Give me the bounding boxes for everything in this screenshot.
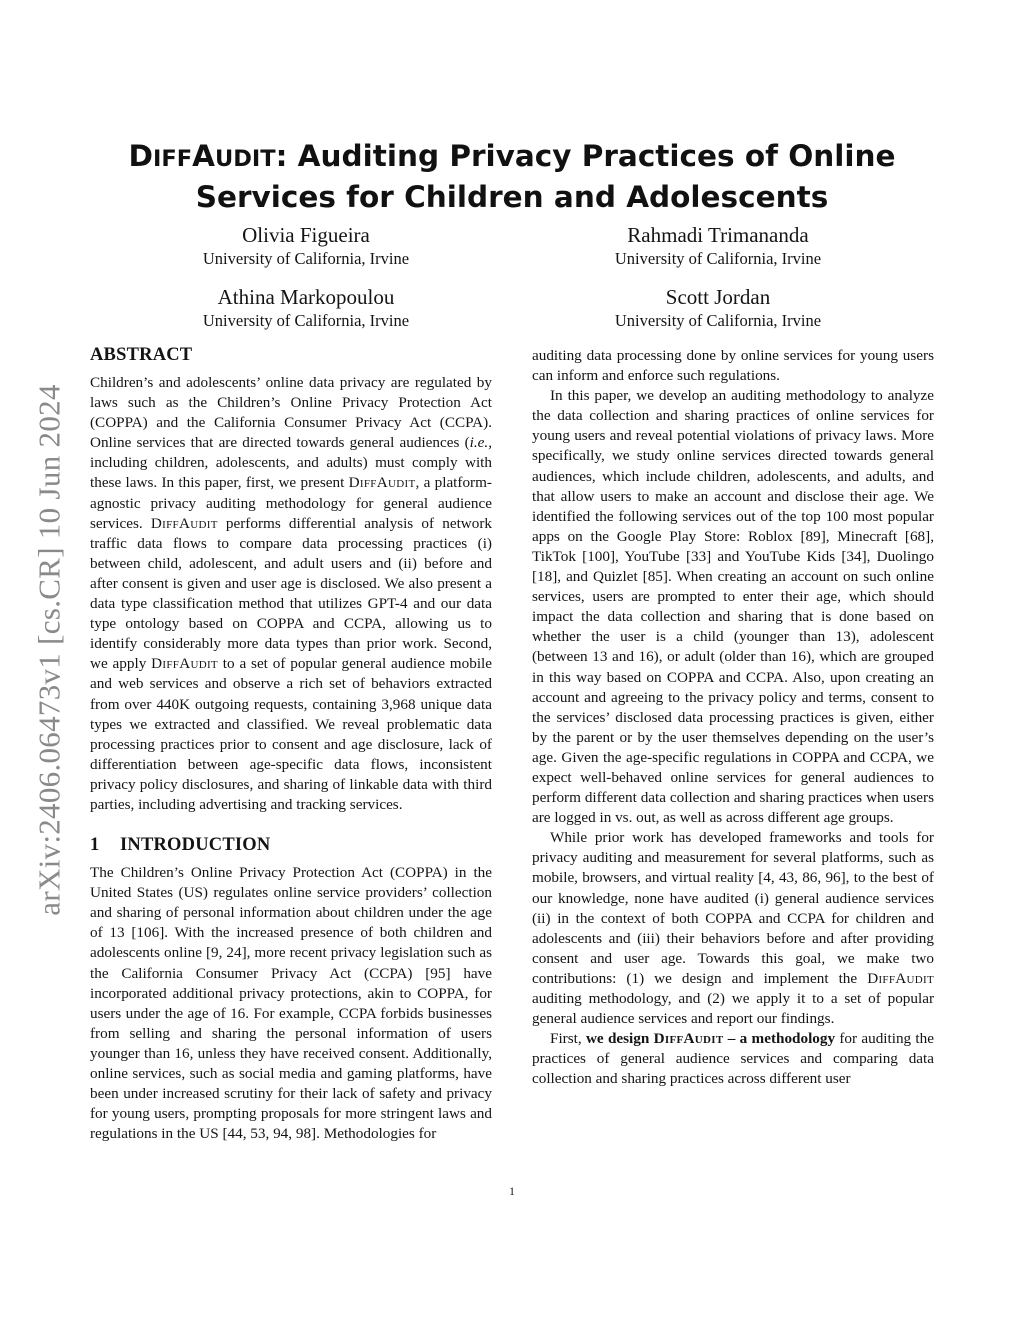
author-affiliation: University of California, Irvine — [614, 249, 822, 268]
intro-paragraph-2: In this paper, we develop an auditing methodology to analyze the data collection and sharing practices of online services for young users and reveal potential violations of privacy laws. More specifically, we study online services directed towards general audiences, which include children, adolescents, and adults, and that allow users to make an account and disclose their age. We identified the following services out of the top 100 most popular apps on the Google Play Store: Roblox [89], Minecraft [68], TikTok [100], YouTube [33] and YouTube Kids [34], Duolingo [18], and Quizlet [85]. When creating an account on such online services, users are prompted to enter their age, which should impact the data collection and sharing that is done based on whether the user is a child (younger than 13), adolescent (between 13 and 16), or adult (older than 16), which are grouped in this way based on COPPA and CCPA. Also, upon creating an account and agreeing to the privacy policy and terms, consent to the services’ disclosed data processing practices is given, either by the parent or by the user themselves depending on the user’s age. Given the age-specific regulations in COPPA and CCPA, we expect well-behaved online services for general audiences to perform different data collection and sharing practices when users are logged in vs. out, as well as across different age groups. — [532, 387, 934, 827]
title-line-2: Services for Children and Adolescents — [195, 180, 829, 214]
arxiv-sidebar-stamp — [20, 355, 80, 945]
intro-paragraph-3: While prior work has developed frameworks and tools for privacy auditing and measurement for several platforms, such as mobile, browsers, and virtual reality [4, 43, 86, 96], to the best of our knowledge, none have audited (i) general audience services (ii) in the context of both COPPA and CCPA for children and adolescents and (iii) their behaviors before and after providing consent and user age. Towards this goal, we make two contributions: (1) we design and implement the DiffAudit auditing methodology, and (2) we apply it to a set of popular general audience services and report our findings. — [532, 829, 934, 1028]
author-name: Olivia Figueira — [242, 223, 370, 247]
author-affiliation: University of California, Irvine — [202, 311, 410, 330]
abstract-paragraph: Children’s and adolescents’ online data privacy are regulated by laws such as the Children’s Online Privacy Protection Act (COPPA) and the California Consumer Privacy Act (CCPA). Online services that are directed towards general audiences (i.e., including children, adolescents, and adults) must comply with these laws. In this paper, first, we present DiffAudit, a platform-agnostic privacy auditing methodology for general audience services. DiffAudit performs differential analysis of network traffic data flows to compare data processing practices (i) between child, adolescent, and adult users and (ii) before and after consent is given and user age is disclosed. We also present a data type classification method that utilizes GPT-4 and our data type ontology based on COPPA and CCPA, allowing us to identify considerably more data types than prior work. Second, we apply DiffAudit to a set of popular general audience mobile and web services and observe a rich set of behaviors extracted from over 440K outgoing requests, containing 3,968 unique data types we extracted and classified. We reveal problematic data processing practices prior to consent and age disclosure, lack of differentiation between age-specific data flows, inconsistent privacy policy disclosures, and sharing of linkable data with third parties, including advertising and tracking services. — [90, 374, 493, 813]
section-title: INTRODUCTION — [120, 835, 271, 856]
left-column — [90, 343, 492, 1144]
arxiv-id: arXiv:2406.06473v1 [cs.CR] 10 Jun 2024 — [32, 384, 68, 916]
intro-paragraph-1-continued: auditing data processing done by online services for young users can inform and enforce such regulations. — [532, 347, 934, 385]
right-column — [532, 346, 934, 1089]
abstract-heading: ABSTRACT — [90, 345, 193, 365]
intro-paragraph-1: The Children’s Online Privacy Protection Act (COPPA) in the United States (US) regulates online service providers’ collection and sharing of personal information about children under the age of 13 [106]. With the increased presence of both children and adolescents online [9, 24], more recent privacy legislation such as the California Consumer Privacy Act (CCPA) [95] have incorporated additional privacy protections, akin to COPPA, for users under the age of 16. For example, CCPA forbids businesses from selling and sharing the personal information of users younger than 16, unless they have received consent. Additionally, online services, such as social media and gaming platforms, have been under increased scrutiny for their lack of safety and privacy for young users, prompting proposals for more stringent laws and regulations in the US [44, 53, 94, 98]. Methodologies for — [90, 864, 492, 1143]
author-block-2 — [548, 222, 888, 269]
author-block-1 — [136, 222, 476, 269]
author-block-3 — [136, 284, 476, 331]
section-number: 1 — [90, 835, 100, 856]
author-block-4 — [548, 284, 888, 331]
author-name: Athina Markopoulou — [217, 285, 395, 309]
page-number: 1 — [509, 1186, 515, 1198]
author-affiliation: University of California, Irvine — [614, 311, 822, 330]
introduction-heading — [90, 833, 492, 857]
author-name: Scott Jordan — [665, 285, 771, 309]
author-name: Rahmadi Trimananda — [627, 223, 809, 247]
paper-title — [90, 137, 934, 216]
author-affiliation: University of California, Irvine — [202, 249, 410, 268]
intro-paragraph-4: First, we design DiffAudit – a methodology for auditing the practices of general audience services and comparing data collection and sharing practices across different user — [532, 1030, 934, 1088]
title-line-1: DIFFAUDIT: Auditing Privacy Practices of Online — [128, 139, 896, 173]
